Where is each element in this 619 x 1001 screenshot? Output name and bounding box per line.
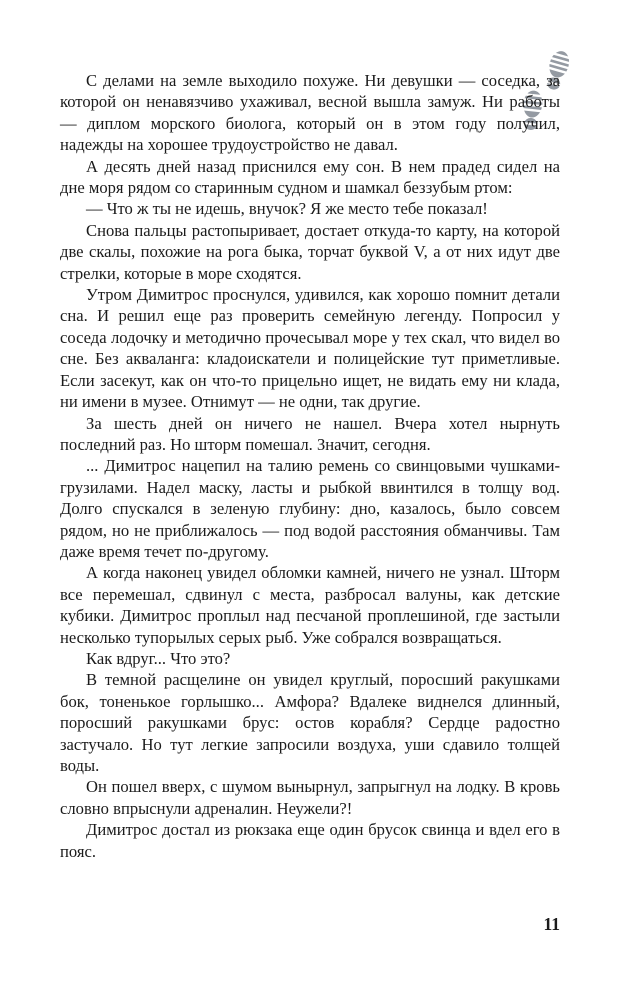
paragraph: А когда наконец увидел обломки камней, ничего не узнал. Шторм все перемешал, сдвинул с места, разбросал валуны, как детские кубики. Димитрос проплыл над песчаной проплешиной, где застыли несколько тупорылых серых рыб. Уже собрался возвращаться. [60,563,560,647]
paragraph: Снова пальцы растопыривает, достает откуда-то карту, на которой две скалы, похожие на рога быка, торчат буквой V, а от них идут две стрелки, которые в море сходятся. [60,220,560,283]
paragraph-dialogue: — Что ж ты не идешь, внучок? Я же место тебе показал! [86,199,488,219]
paragraph: С делами на земле выходило похуже. Ни девушки — соседка, за которой он ненавязчиво ухаживал, весной вышла замуж. Ни работы — диплом морского биолога, который он в этом году получил, надежды на хорошее трудоустройство не давал. [60,71,560,155]
paragraph: А десять дней назад приснился ему сон. В нем прадед сидел на дне моря рядом со старинным судном и шамкал беззубым ртом: [60,156,560,198]
paragraph: Как вдруг... Что это? [86,648,231,668]
paragraph: Димитрос достал из рюкзака еще один брусок свинца и вдел его в пояс. [60,820,560,861]
paragraph: За шесть дней он ничего не нашел. Вчера хотел нырнуть последний раз. Но шторм помешал. Значит, сегодня. [60,413,560,454]
paragraph: Он пошел вверх, с шумом вынырнул, запрыгнул на лодку. В кровь словно впрыснули адреналин. Неужели?! [60,777,560,818]
page-text [60,70,560,862]
paragraph: ... Димитрос нацепил на талию ремень со свинцовыми чушками-грузилами. Надел маску, ласты и рыбкой ввинтился в толщу вод. Долго спускался в зеленую глубину: дно, казалось, было совсем рядом, но не приближалось — под водой расстояния обманчивы. Там даже время течет по-другому. [60,456,560,561]
page-number: 11 [543,914,560,934]
paragraph: Утром Димитрос проснулся, удивился, как хорошо помнит детали сна. И решил еще раз проверить семейную легенду. Попросил у соседа лодочку и методично прочесывал море у тех скал, что видел во сне. Без акваланга: кладоискатели и полицейские тут приметливые. Если засекут, как он что-то прицельно ищет, не видать ему ни клада, ни имени в музее. Отнимут — не одни, так другие. [60,285,560,412]
paragraph: В темной расщелине он увидел круглый, поросший ракушками бок, тоненькое горлышко... Амфора? Вдалеке виднелся длинный, поросший ракушками брус: остов корабля? Сердце радостно застучало. Но тут легкие запросили воздуха, уши сдавило толщей воды. [60,670,560,775]
